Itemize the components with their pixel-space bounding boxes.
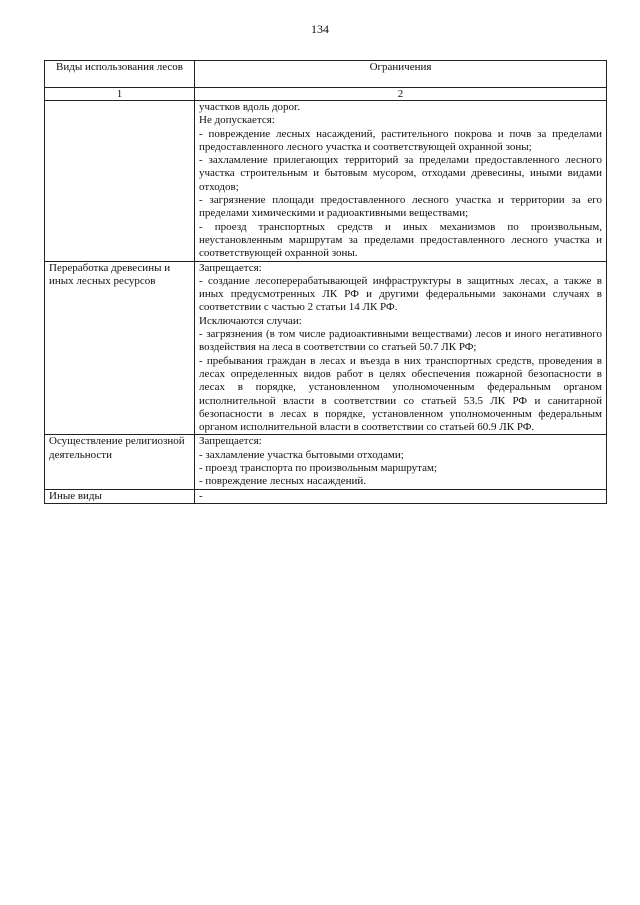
column-number-2: 2 — [195, 88, 607, 101]
usage-type-cell: Осуществление религиозной деятельности — [45, 435, 195, 489]
restriction-line: участков вдоль дорог. — [199, 101, 301, 113]
usage-type-cell — [45, 101, 195, 262]
table-header-row — [45, 61, 607, 88]
restriction-line: Не допускается: — [199, 114, 275, 127]
restrictions-cell — [195, 261, 607, 435]
restriction-line: - повреждение лесных насаждений. — [199, 475, 367, 488]
restrictions-cell — [195, 101, 607, 262]
header-restrictions: Ограничения — [195, 61, 607, 88]
restriction-line: - пребывания граждан в лесах и въезда в них транспортных средств, проведения в лесах определенных видов работ в целях обеспечения пожарной безопасности в лесах в порядке, установленном уполномоченным федеральным органом исполнительной власти в соответствии со статьей 53.5 ЛК РФ и санитарной безопасности в лесах в порядке, установленном уполномоченным федеральным органом исполнительной власти в соответствии со статьей 60.9 ЛК РФ. — [199, 354, 602, 434]
restriction-line: Исключаются случаи: — [199, 314, 302, 327]
restriction-line: - проезд транспорта по произвольным маршрутам; — [199, 462, 438, 475]
restrictions-table — [44, 60, 607, 504]
column-number-1: 1 — [45, 88, 195, 101]
restriction-line: - загрязнение площади предоставленного лесного участка и территории за его пределами химическими и радиоактивными веществами; — [199, 194, 602, 220]
table-row — [45, 101, 607, 262]
restrictions-cell — [195, 489, 607, 503]
restriction-line: - — [199, 489, 203, 502]
usage-type-cell: Переработка древесины и иных лесных ресурсов — [45, 261, 195, 435]
restriction-line: - проезд транспортных средств и иных механизмов по произвольным, неустановленным маршрутам за пределами предоставленного лесного участка и соответствующей охранной зоны. — [199, 220, 602, 260]
header-usage-types: Виды использования лесов — [45, 61, 195, 88]
restriction-line: Запрещается: — [199, 435, 262, 448]
restriction-line: - загрязнения (в том числе радиоактивными веществами) лесов и иного негативного воздействия на леса в соответствии со статьей 50.7 ЛК РФ; — [199, 328, 602, 354]
table-row — [45, 435, 607, 489]
restriction-line: - создание лесоперерабатывающей инфраструктуры в защитных лесах, а также в иных предусмотренных ЛК РФ и другими федеральными законами случаях в соответствии с частью 2 статьи 14 ЛК РФ. — [199, 274, 602, 314]
restriction-line: - захламление прилегающих территорий за пределами предоставленного лесного участка строительным и бытовым мусором, отходами древесины, иными видами отходов; — [199, 154, 602, 193]
restriction-line: - повреждение лесных насаждений, растительного покрова и почв за пределами предоставленного лесного участка и соответствующей охранной зоны; — [199, 127, 602, 153]
table-row — [45, 261, 607, 435]
table-number-row — [45, 88, 607, 101]
restriction-line: Запрещается: — [199, 261, 262, 274]
restriction-line: - захламление участка бытовыми отходами; — [199, 448, 404, 461]
restrictions-cell — [195, 435, 607, 489]
table-row — [45, 489, 607, 503]
page-number: 134 — [311, 22, 329, 36]
usage-type-cell: Иные виды — [45, 489, 195, 503]
